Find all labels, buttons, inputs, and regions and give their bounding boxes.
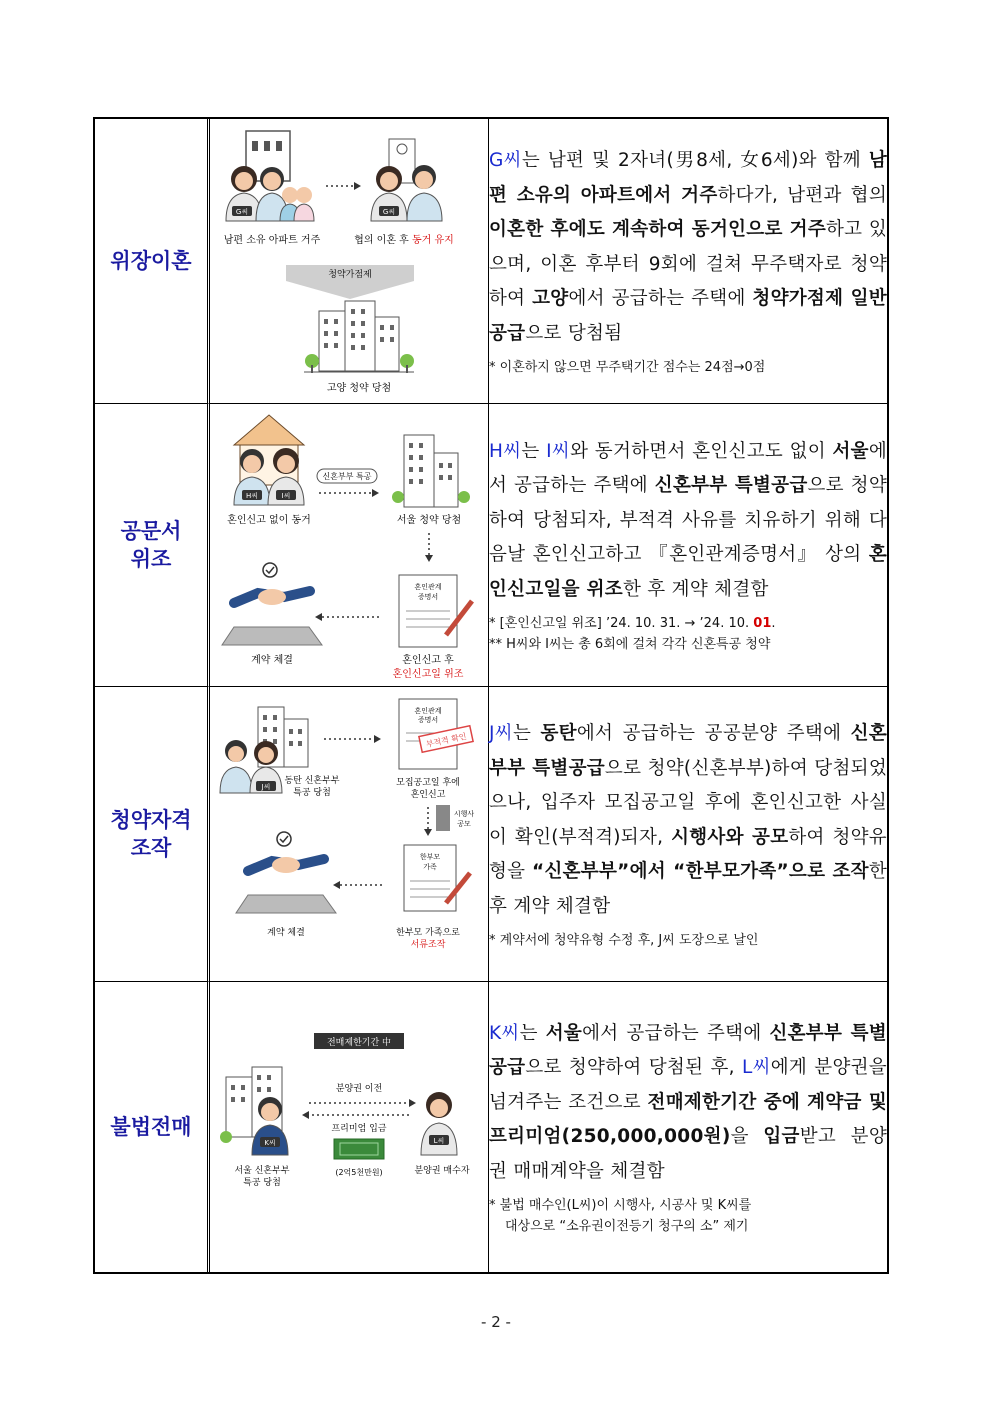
money-label: (2억5천만원)	[335, 1168, 383, 1177]
caption-doc-1: 모집공고일 후에	[396, 778, 460, 788]
case-description	[489, 404, 887, 687]
handshake-icon	[222, 563, 322, 645]
caption-contract: 계약 체결	[251, 655, 293, 666]
case-description	[489, 982, 887, 1272]
woman-icon	[421, 1092, 457, 1155]
document-icon-2	[404, 845, 470, 911]
fake-divorce-illustration	[214, 121, 484, 401]
fraud-cases-table	[93, 117, 889, 1274]
caption-doc-b: 혼인신고일 위조	[392, 669, 464, 680]
caption-mid: 협의 이혼 후 동거 유지	[354, 235, 454, 246]
stamp-text: 부적격 확인	[425, 731, 468, 750]
person-name: H씨	[489, 440, 522, 462]
caption-left-1: 서울 신혼부부	[234, 1166, 290, 1176]
caption-contract: 계약 체결	[267, 928, 305, 938]
case-label	[95, 687, 210, 982]
case-label	[95, 982, 210, 1272]
caption-doc2-b: 서류조작	[410, 940, 446, 950]
case-body: J씨는 동탄에서 공급하는 공공분양 주택에 신혼부부 특별공급으로 청약(신혼부부)하여 당첨되었으나, 입주자 모집공고일 후에 혼인신고한 사실이 확인(부적격)되자, 시행사와 공모하여 청약유형을 “신혼부부”에서 “한부모가족”으로 조작한 후 계약 체결함	[489, 723, 887, 917]
case-illustration	[210, 982, 489, 1272]
j-badge: J씨	[261, 783, 271, 791]
case-body: K씨는 서울에서 공급하는 주택에 신혼부부 특별공급으로 청약하여 당첨된 후, L씨에게 분양권을 넘겨주는 조건으로 전매제한기간 중에 계약금 및 프리미엄(250,000,000원)을 입금받고 분양권 매매계약을 체결함	[489, 1022, 887, 1182]
case-illustration	[210, 687, 489, 982]
person-name: J씨	[489, 723, 513, 744]
case-label-line2: 조작	[130, 836, 172, 860]
case-label	[95, 404, 210, 687]
g-badge: G씨	[235, 208, 249, 216]
case-description	[489, 119, 887, 404]
doc-label-2: 증명서	[417, 716, 439, 724]
banner-text: 전매제한기간 中	[326, 1038, 392, 1048]
case-row-eligibility-manipulation	[95, 687, 887, 982]
case-label-line2: 위조	[130, 547, 172, 571]
person-name-2: L씨	[741, 1057, 771, 1079]
builder-label-1: 시행사	[453, 810, 475, 818]
g-badge-2: G씨	[382, 208, 396, 216]
person-name: G씨	[489, 150, 522, 171]
doc2-label-2: 가족	[423, 863, 437, 871]
case-body: H씨는 I씨와 동거하면서 혼인신고도 없이 서울에서 공급하는 주택에 신혼부부 특별공급으로 청약하여 당첨되자, 부적격 사유를 치유하기 위해 다음날 혼인신고하고 『혼인관계증명서』 상의 혼인신고일을 위조한 후 계약 체결함	[489, 440, 887, 600]
caption-left: 혼인신고 없이 동거	[227, 515, 311, 526]
arrow-label: 청약가점제	[328, 270, 372, 280]
case-description	[489, 687, 887, 982]
caption-right: 분양권 매수자	[414, 1166, 470, 1176]
h-badge: H씨	[245, 492, 259, 500]
document-icon	[399, 575, 472, 647]
case-label	[95, 119, 210, 404]
arrow-top-label: 분양권 이전	[335, 1084, 383, 1094]
case-row-document-forgery	[95, 404, 887, 687]
family-icon	[226, 166, 314, 221]
caption-right: 서울 청약 당첨	[396, 515, 462, 526]
handshake-icon	[236, 832, 336, 913]
person-name-2: I씨	[546, 440, 571, 462]
house-icon	[234, 415, 304, 445]
page-number: - 2 -	[481, 1313, 511, 1331]
case-label-line1: 공문서	[120, 519, 182, 543]
k-badge: K씨	[264, 1139, 276, 1147]
eligibility-manipulation-illustration	[214, 689, 484, 979]
arrow-bottom-label: 프리미엄 입금	[331, 1124, 387, 1134]
case-body: G씨는 남편 및 2자녀(男8세, 女6세)와 함께 남편 소유의 아파트에서 거주하다가, 남편과 협의 이혼한 후에도 계속하여 동거인으로 거주하고 있으며, 이혼 후부터 9회에 걸쳐 무주택자로 청약하여 고양에서 공급하는 주택에 청약가점제 일반공급으로 당첨됨	[489, 150, 887, 344]
case-label-text: 위장이혼	[110, 249, 192, 273]
case-row-illegal-resale	[95, 982, 887, 1272]
caption-bottom: 고양 청약 당첨	[326, 383, 392, 394]
caption-left-1: 동탄 신혼부부	[284, 776, 340, 786]
case-note: * 계약서에 청약유형 수정 후, J씨 도장으로 날인	[489, 933, 759, 948]
doc-label-2: 증명서	[417, 593, 439, 601]
caption-doc-2: 혼인신고	[410, 790, 446, 800]
caption-left-2: 특공 당첨	[293, 788, 331, 798]
person-name: K씨	[489, 1022, 520, 1044]
doc-label-1: 혼인관계	[414, 583, 442, 591]
apartment-icon	[392, 435, 470, 507]
caption-left-2: 특공 당첨	[243, 1178, 281, 1188]
doc-label-1: 혼인관계	[414, 707, 442, 715]
case-label-text: 불법전매	[110, 1115, 192, 1139]
l-badge: L씨	[433, 1137, 445, 1145]
case-illustration	[210, 119, 489, 404]
case-illustration	[210, 404, 489, 687]
case-label-line1: 청약자격	[110, 808, 192, 832]
arrow-label: 신혼부부 특공	[322, 472, 372, 481]
document-forgery-illustration	[214, 405, 484, 685]
builder-icon	[436, 805, 450, 831]
apartment-complex-icon	[304, 301, 414, 373]
caption-left: 남편 소유 아파트 거주	[223, 235, 321, 246]
doc2-label-1: 한부모	[419, 853, 441, 861]
case-note: * 불법 매수인(L씨)이 시행사, 시공사 및 K씨를 대상으로 “소유권이전등기 청구의 소” 제기	[489, 1198, 752, 1235]
case-note: * 이혼하지 않으면 무주택기간 점수는 24점→0점	[489, 360, 766, 375]
document-icon	[399, 699, 473, 769]
caption-doc-a: 혼인신고 후	[402, 655, 454, 666]
case-row-fake-divorce	[95, 119, 887, 404]
i-badge: I씨	[281, 492, 291, 500]
caption-doc2-a: 한부모 가족으로	[396, 928, 460, 938]
money-icon	[334, 1139, 384, 1159]
case-note: * [혼인신고일 위조] ’24. 10. 31. → ’24. 10. 01. ** H씨와 I씨는 총 6회에 걸쳐 각각 신혼특공 청약	[489, 616, 776, 653]
illegal-resale-illustration	[214, 987, 484, 1267]
builder-label-2: 공모	[457, 820, 471, 828]
